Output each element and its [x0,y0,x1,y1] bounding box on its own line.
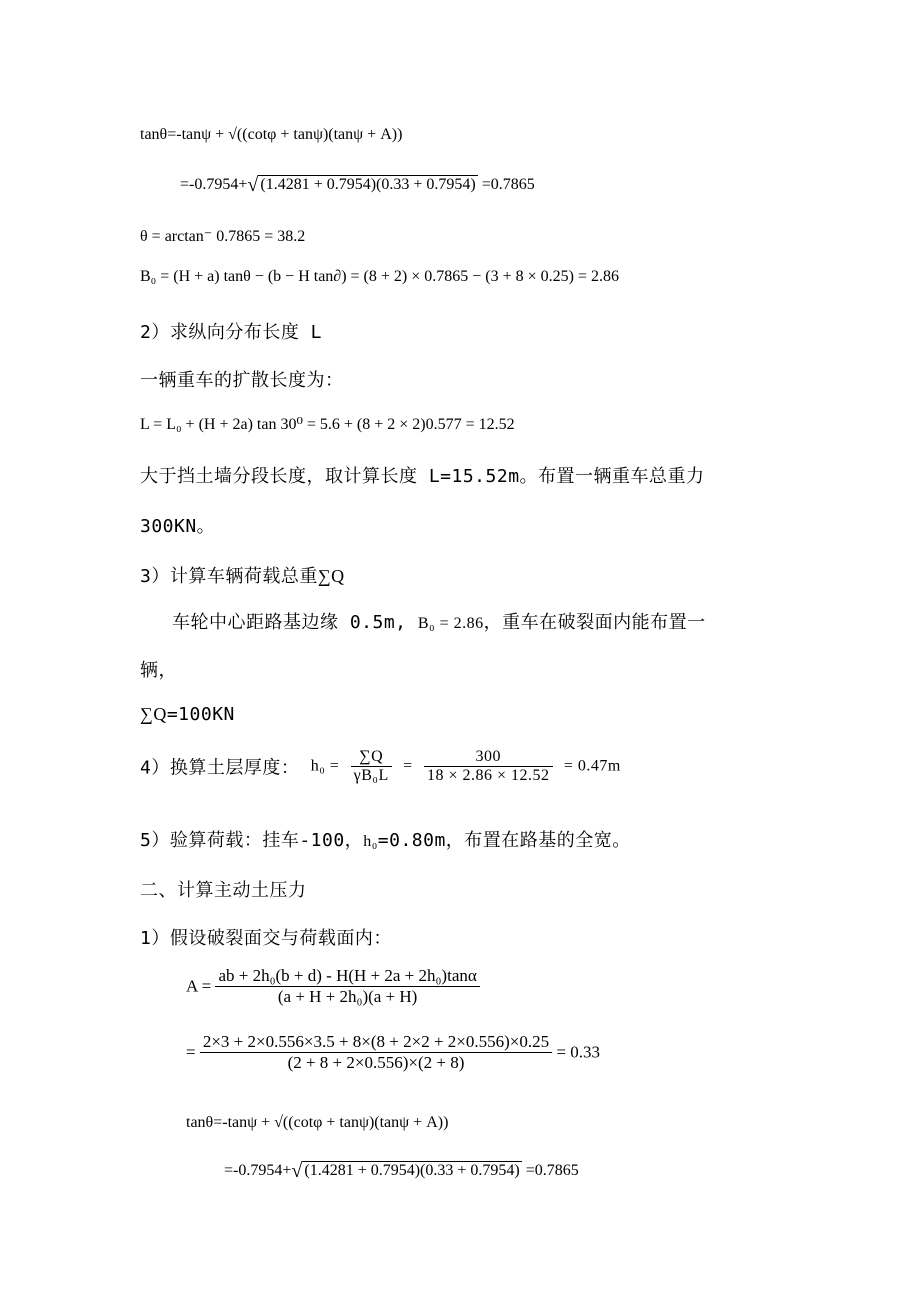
heading-step-3-text: 3）计算车辆荷载总重 [140,566,318,587]
formula-b0: B₀ = (H + a) tanθ − (b − H tan∂) = (8 + 2) × 0.7865 − (3 + 8 × 0.25) = 2.86 [140,268,620,285]
value-prefix-2: =-0.7954+ [224,1162,292,1179]
value-result: =0.7865 [481,176,535,193]
value-prefix: =-0.7954+ [180,176,248,193]
fraction-a: $\frac{\text{ab + 2h₀(b + d) - H(H + 2a + 2h₀)tanα}}{\text{(a + H + 2h₀)(a + H)}}$ [215,966,479,1007]
step-5-c: =0.80m，布置在路基的全宽。 [377,830,631,851]
step-4-formula: 4）换算土层厚度： h₀ = $\frac{\sum Q}{\text{γB₀L}}$ = $\frac{300}{18 \times 2.86 \times 12.52}$ = 0.47m [140,748,621,784]
step-5-a: 5）验算荷载：挂车-100， [140,830,364,851]
paragraph-wheel-c: ，重车在破裂面内能布置一 [483,612,706,633]
h0-result: = 0.47m [563,757,621,775]
sqrt-expression-2: √ (1.4281 + 0.7954)(0.33 + 0.7954) [291,1160,520,1182]
a-lhs: A = [186,976,212,996]
paragraph-wheel-b0: B₀ = 2.86 [417,615,484,632]
paragraph-wheel-a: 车轮中心距路基边缘 0.5m, [172,612,407,633]
sum-q-symbol-2: ∑Q [140,704,167,724]
fraction-a-value: $\frac{2\times 3 + 2\times 0.556\times 3.5 + 8\times(8 + 2\times 2 + 2\times 0.556)\times 0.25}{(2 + 8 + 2\times 0.556)\times(2 + 8)}$ [200,1032,552,1073]
formula-a-value: = $\frac{2\times 3 + 2\times 0.556\times 3.5 + 8\times(8 + 2\times 2 + 2\times 0.556)\times 0.25}{(2 + 8 + 2\times 0.556)\times(2 + 8)}$ = 0.33 [186,1032,600,1072]
formula-tan-theta-value-2 [224,1160,579,1183]
section-2-heading: 二、计算主动土压力 [140,880,307,901]
formula-theta: θ = arctan⁻ 0.7865 = 38.2 [140,228,306,245]
h0-lhs: h₀ = [310,757,340,775]
formula-tan-theta: tanθ=-tanψ + √((cotφ + tanψ)(tanψ + A)) [140,126,403,143]
sum-q-symbol: ∑Q [317,566,345,586]
step-4-label: 4）换算土层厚度： [140,757,300,779]
heading-step-3 [140,562,345,588]
formula-a [186,966,480,1007]
step-5-text [140,826,631,852]
sum-q-result: =100KN [166,704,235,725]
fraction-sum-q: $\frac{\sum Q}{\text{γB₀L}}$ [351,748,392,785]
paragraph-wheel-cont: 辆， [140,660,177,681]
text-spread-length: 一辆重车的扩散长度为： [140,370,344,391]
sqrt-expression: √ (1.4281 + 0.7954)(0.33 + 0.7954) [247,174,476,196]
heading-step-2: 2）求纵向分布长度 L [140,322,323,343]
formula-l: L = L₀ + (H + 2a) tan 30⁰ = 5.6 + (8 + 2 × 2)0.577 = 12.52 [140,416,515,433]
paragraph-wheel [172,608,706,634]
a-result: = 0.33 [556,1042,600,1062]
formula-tan-theta-2: tanθ=-tanψ + √((cotφ + tanψ)(tanψ + A)) [186,1114,449,1131]
step-1-assumption: 1）假设破裂面交与荷载面内： [140,928,392,949]
step-5-h0: h₀ [363,833,378,850]
formula-tan-theta-value [180,174,535,197]
value-result-2: =0.7865 [525,1162,579,1179]
sum-q-value [140,704,235,725]
paragraph-length-cont: 300KN。 [140,516,216,537]
fraction-300: $\frac{300}{18 \times 2.86 \times 12.52}$ [424,748,553,785]
paragraph-length: 大于挡土墙分段长度，取计算长度 L=15.52m。布置一辆重车总重力 [140,466,705,487]
